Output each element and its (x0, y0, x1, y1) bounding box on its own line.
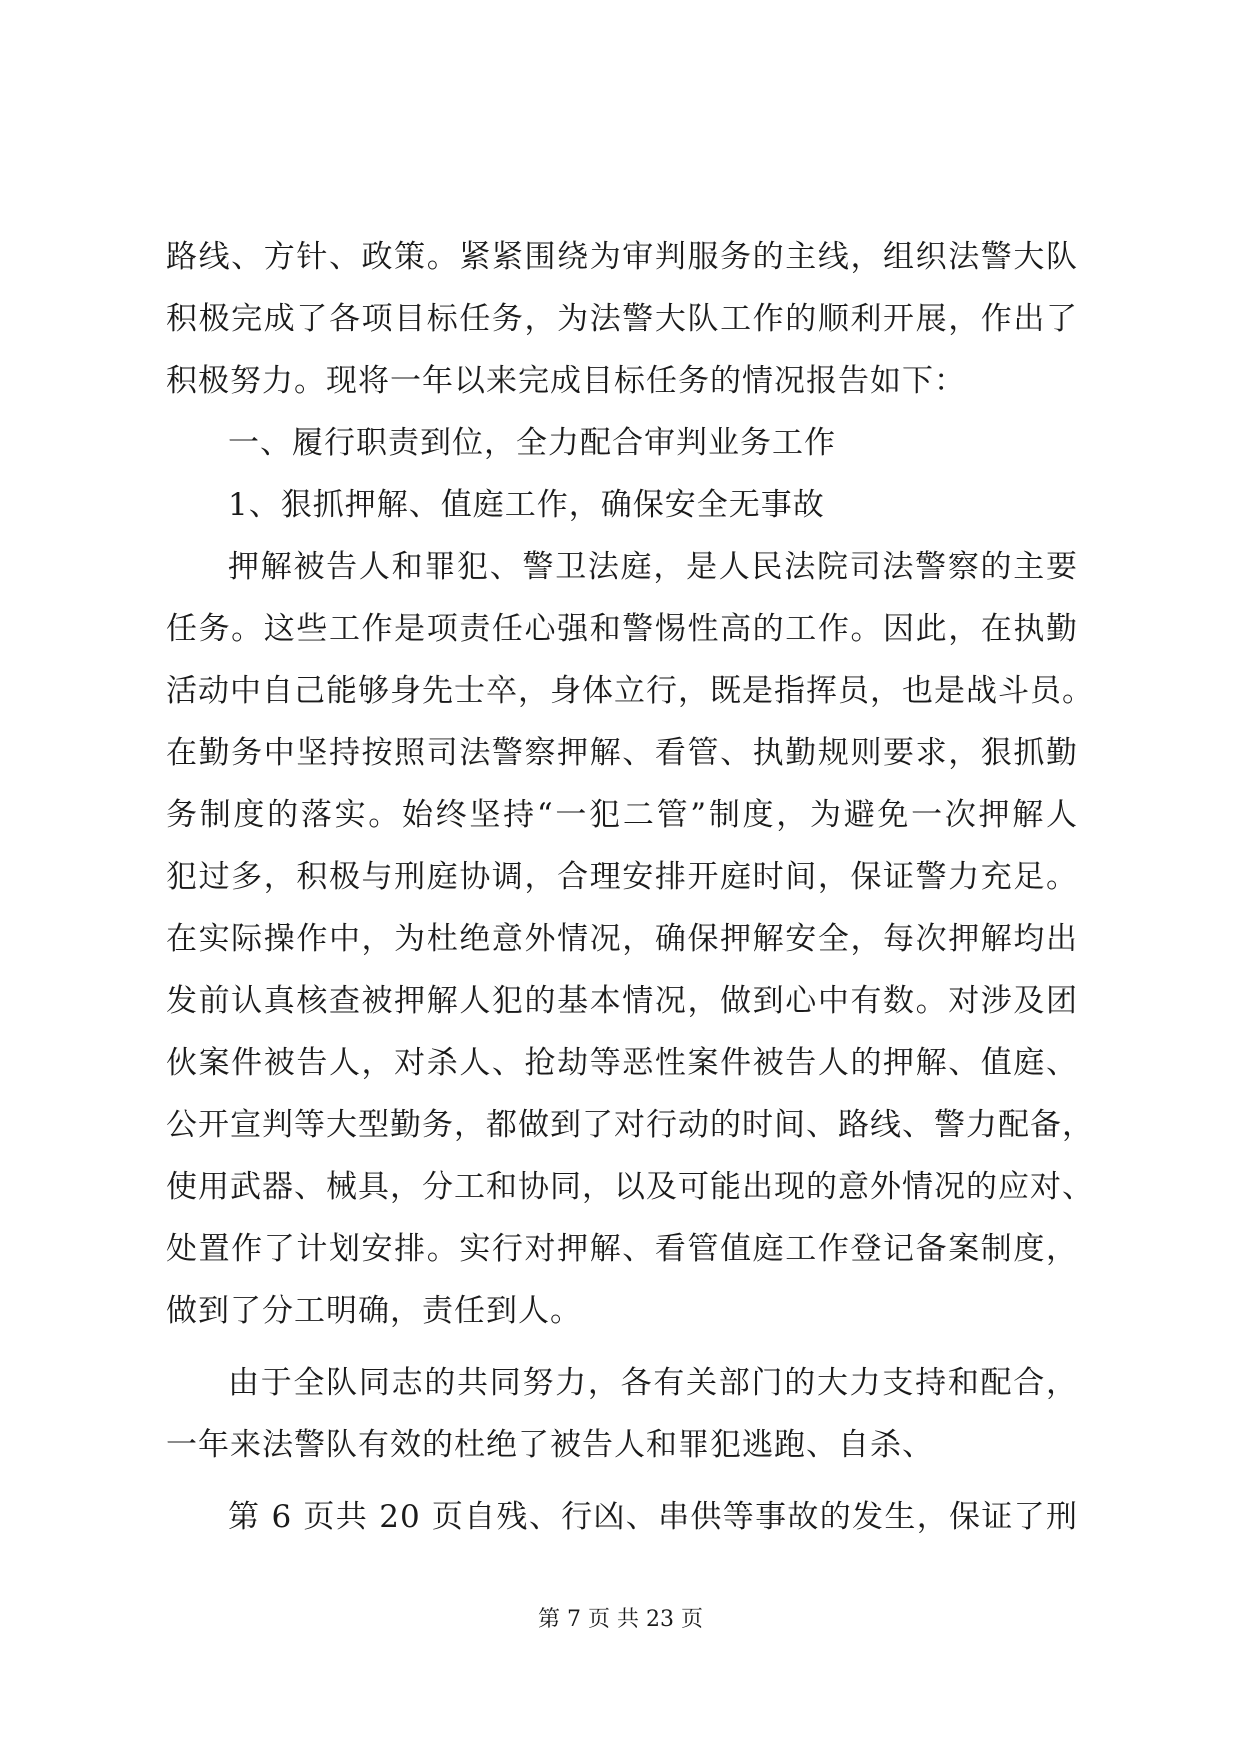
text-line: 押解被告人和罪犯、警卫法庭，是人民法院司法警察的主要 (228, 549, 1078, 585)
text-line: 一年来法警队有效的杜绝了被告人和罪犯逃跑、自杀、 (166, 1427, 934, 1463)
text-line: 活动中自己能够身先士卒，身体立行，既是指挥员，也是战斗员。 (166, 673, 1094, 709)
text-line: 处置作了计划安排。实行对押解、看管值庭工作登记备案制度， (166, 1231, 1078, 1267)
section-heading: 一、履行职责到位，全力配合审判业务工作 (228, 425, 836, 461)
text-line: 积极完成了各项目标任务，为法警大队工作的顺利开展，作出了 (166, 301, 1078, 337)
page-footer: 第 7 页 共 23 页 (538, 1607, 703, 1632)
text-line: 发前认真核查被押解人犯的基本情况，做到心中有数。对涉及团 (166, 983, 1078, 1019)
text-line: 犯过多，积极与刑庭协调，合理安排开庭时间，保证警力充足。 (166, 859, 1078, 895)
subsection-heading: 1、狠抓押解、值庭工作，确保安全无事故 (228, 487, 825, 523)
text-line: 积极努力。现将一年以来完成目标任务的情况报告如下： (166, 363, 966, 399)
text-line: 务制度的落实。始终坚持“一犯二管”制度，为避免一次押解人 (166, 797, 1078, 833)
text-line: 在实际操作中，为杜绝意外情况，确保押解安全，每次押解均出 (166, 921, 1078, 957)
text-line: 公开宣判等大型勤务，都做到了对行动的时间、路线、警力配备， (166, 1107, 1094, 1143)
text-line: 使用武器、械具，分工和协同，以及可能出现的意外情况的应对、 (166, 1169, 1094, 1205)
text-line: 伙案件被告人，对杀人、抢劫等恶性案件被告人的押解、值庭、 (166, 1045, 1078, 1081)
text-line: 路线、方针、政策。紧紧围绕为审判服务的主线，组织法警大队 (166, 239, 1078, 275)
text-line: 第 6 页共 20 页自残、行凶、串供等事故的发生，保证了刑 (228, 1499, 1078, 1535)
text-line: 在勤务中坚持按照司法警察押解、看管、执勤规则要求，狠抓勤 (166, 735, 1078, 771)
text-line: 由于全队同志的共同努力，各有关部门的大力支持和配合， (228, 1365, 1078, 1401)
text-line: 任务。这些工作是项责任心强和警惕性高的工作。因此，在执勤 (166, 611, 1078, 647)
document-body (166, 226, 1094, 1548)
text-line: 做到了分工明确，责任到人。 (166, 1293, 582, 1329)
